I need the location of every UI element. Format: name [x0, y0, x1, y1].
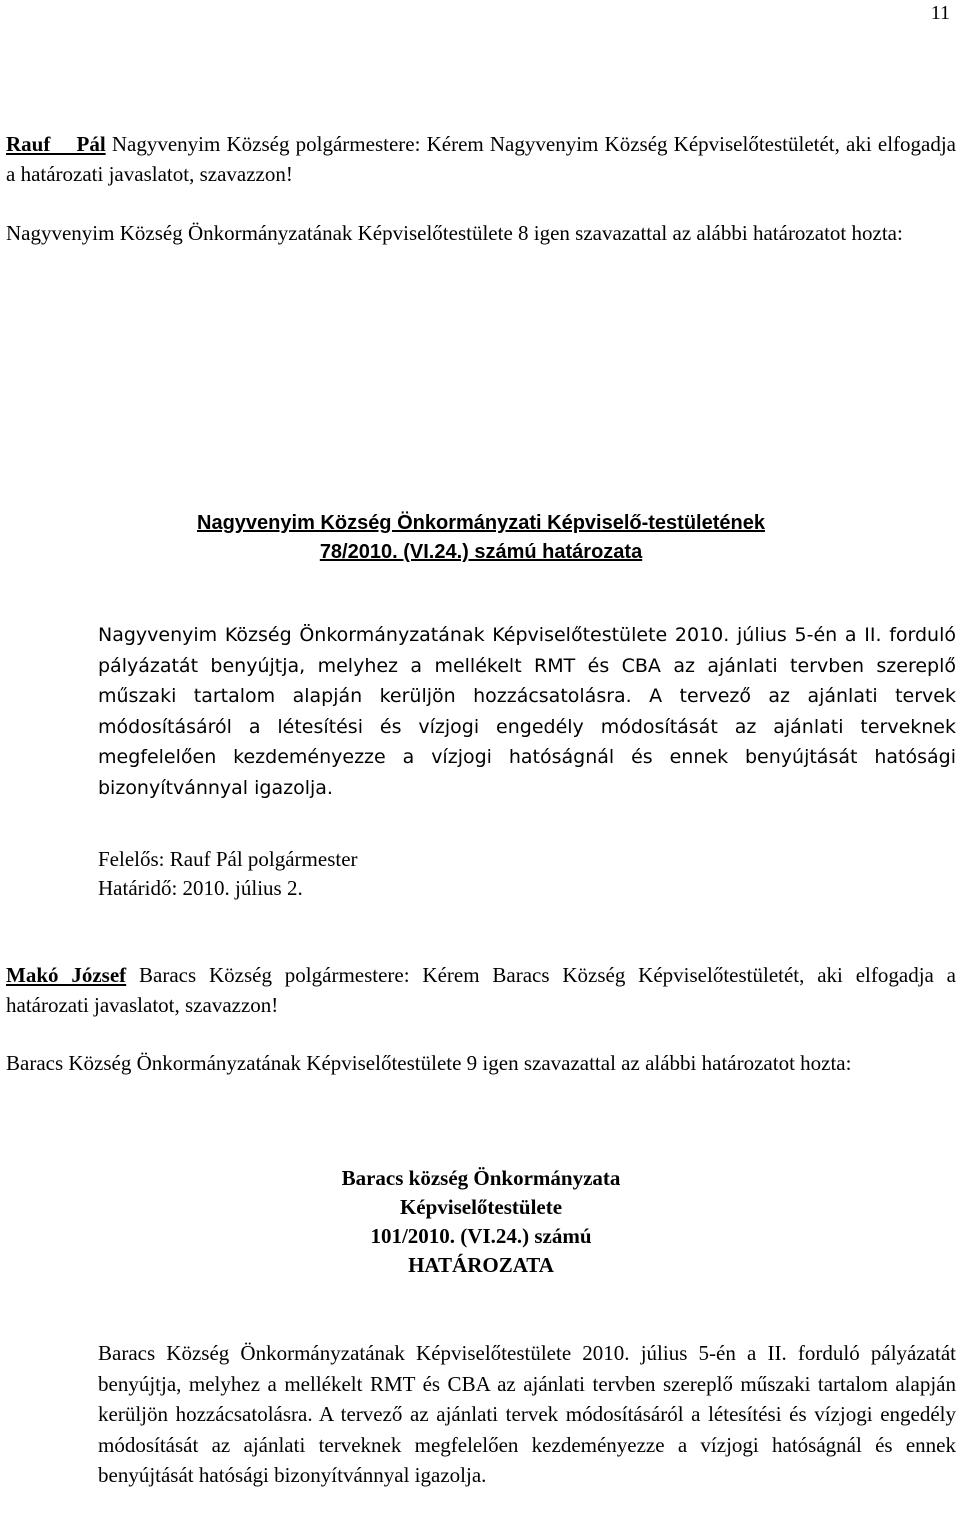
resolution-heading-1-line1: Nagyvenyim Község Önkormányzati Képviselő-testületének	[197, 512, 765, 534]
resolution-heading-2-line4: HATÁROZATA	[408, 1253, 554, 1277]
vote-paragraph-1: Nagyvenyim Község Önkormányzatának Képviselőtestülete 8 igen szavazattal az alábbi határozatot hozta:	[6, 221, 903, 245]
resolution-heading-1-line2: 78/2010. (VI.24.) számú határozata	[319, 541, 643, 563]
vote-paragraph-2: Baracs Község Önkormányzatának Képviselőtestülete 9 igen szavazattal az alábbi határozatot hozta:	[6, 1051, 852, 1075]
speaker-statement-2: Baracs Község polgármestere: Kérem Baracs Község Képviselőtestületét, aki elfogadja a határozati javaslatot, szavazzon!	[6, 963, 957, 1017]
responsible-line: Felelős: Rauf Pál polgármester	[98, 847, 358, 871]
speaker-name-2: Makó József	[6, 963, 127, 987]
resolution-heading-2-line3: 101/2010. (VI.24.) számú	[370, 1224, 592, 1248]
speaker-statement-1: Nagyvenyim Község polgármestere: Kérem Nagyvenyim Község Képviselőtestületét, aki elfogadja a határozati javaslatot, szavazzon!	[6, 132, 957, 186]
resolution-heading-2-line2: Képviselőtestülete	[399, 1195, 563, 1219]
speaker-paragraph-1	[6, 129, 956, 189]
speaker-paragraph-2	[6, 960, 956, 1020]
page-number: 11	[930, 2, 950, 24]
deadline-line: Határidő: 2010. július 2.	[98, 876, 303, 900]
resolution-heading-2-line1: Baracs község Önkormányzata	[341, 1166, 621, 1190]
resolution-body-2: Baracs Község Önkormányzatának Képviselőtestülete 2010. július 5-én a II. forduló pályázatát benyújtja, melyhez a mellékelt RMT és CBA az ajánlati tervben szereplő műszaki tartalom alapján kerüljön hozzácsatolásra. A tervező az ajánlati tervek módosításáról a létesítési és vízjogi engedély módosítását az ajánlati terveknek megfelelően kezdeményezze a vízjogi hatóságnál és ennek benyújtását hatósági bizonyítvánnyal igazolja.	[98, 1341, 956, 1487]
speaker-name-1: Rauf Pál	[6, 132, 106, 156]
resolution-body-1: Nagyvenyim Község Önkormányzatának Képviselőtestülete 2010. július 5-én a II. forduló pályázatát benyújtja, melyhez a mellékelt RMT és CBA az ajánlati tervben szereplő műszaki tartalom alapján kerüljön hozzácsatolásra. A tervező az ajánlati tervek módosításáról a létesítési és vízjogi engedély módosítását az ajánlati terveknek megfelelően kezdeményezze a vízjogi hatóságnál és ennek benyújtását hatósági bizonyítvánnyal igazolja.	[98, 624, 956, 799]
